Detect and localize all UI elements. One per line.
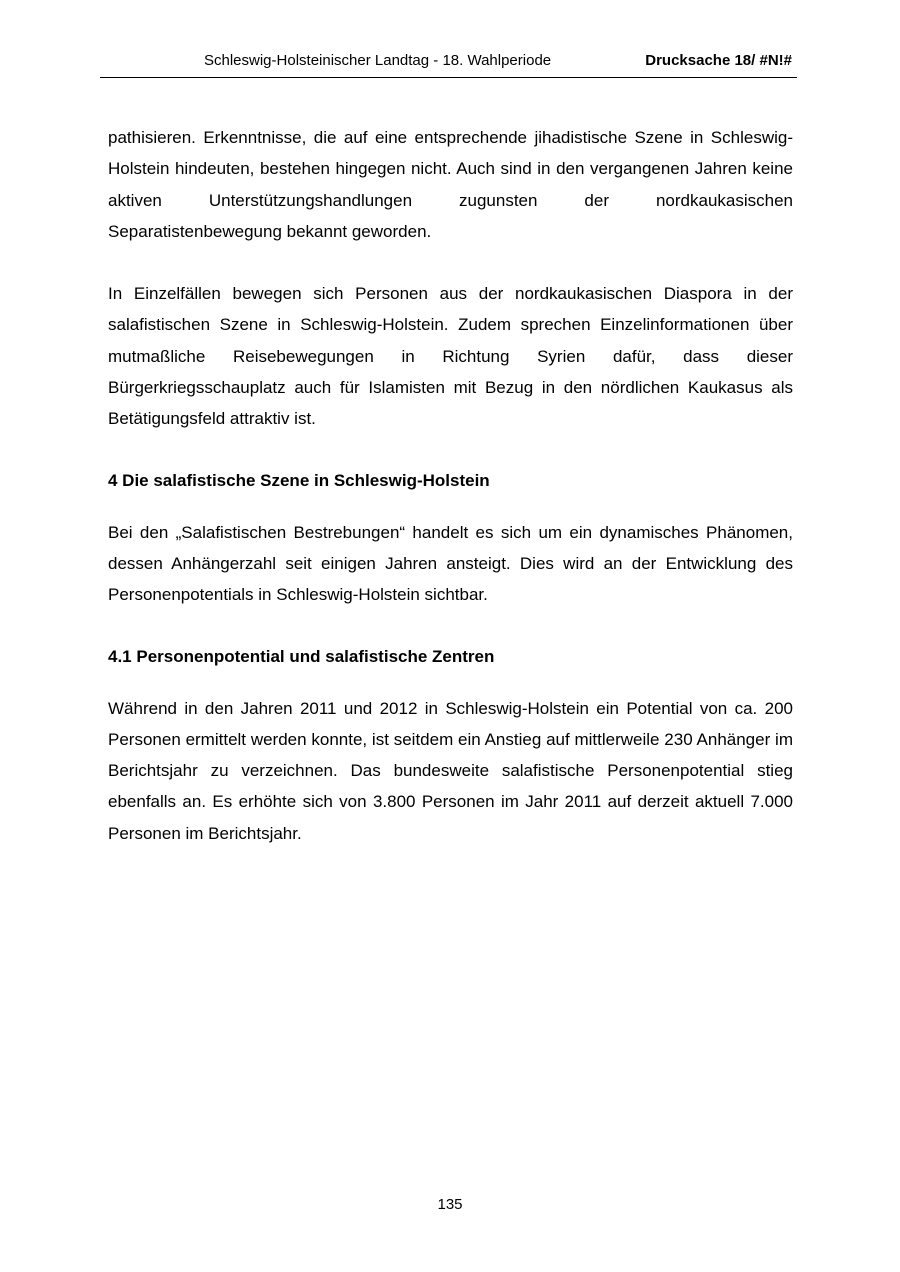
paragraph: Bei den „Salafistischen Bestrebungen“ handelt es sich um ein dynamisches Phänomen, dessen Anhängerzahl seit einigen Jahren ansteigt. Dies wird an der Entwicklung des Personenpotentials in Schleswig-Holstein sichtbar. — [108, 522, 793, 605]
section-heading: 4 Die salafistische Szene in Schleswig-Holstein — [108, 470, 490, 490]
paragraph: pathisieren. Erkenntnisse, die auf eine entsprechende jihadistische Szene in Schleswig-Holstein hindeuten, bestehen hingegen nicht. Auch sind in den vergangenen Jahren keine aktiven Unterstützungshandlungen zugunsten der nordkaukasischen Separatistenbewegung bekannt geworden. — [108, 128, 793, 241]
paragraph: In Einzelfällen bewegen sich Personen aus der nordkaukasischen Diaspora in der salafistischen Szene in Schleswig-Holstein. Zudem sprechen Einzelinformationen über mutmaßliche Reisebewegungen in Richtung Syrien dafür, dass dieser Bürgerkriegsschauplatz auch für Islamisten mit Bezug in den nördlichen Kaukasus als Betätigungsfeld attraktiv ist. — [108, 284, 793, 429]
paragraph: Während in den Jahren 2011 und 2012 in Schleswig-Holstein ein Potential von ca. 200 Personen ermittelt werden konnte, ist seitdem ein Anstieg auf mittlerweile 230 Anhänger im Berichtsjahr zu verzeichnen. Das bundesweite salafistische Personenpotential stieg ebenfalls an. Es erhöhte sich von 3.800 Personen im Jahr 2011 auf derzeit aktuell 7.000 Personen im Berichtsjahr. — [108, 698, 793, 843]
page-number: 135 — [437, 1196, 463, 1213]
document-body — [108, 122, 793, 849]
subsection-heading: 4.1 Personenpotential und salafistische Zentren — [108, 646, 495, 666]
document-number: Drucksache 18/ #N!# — [645, 52, 792, 69]
page-header — [100, 50, 797, 78]
header-title: Schleswig-Holsteinischer Landtag - 18. Wahlperiode — [204, 52, 552, 69]
